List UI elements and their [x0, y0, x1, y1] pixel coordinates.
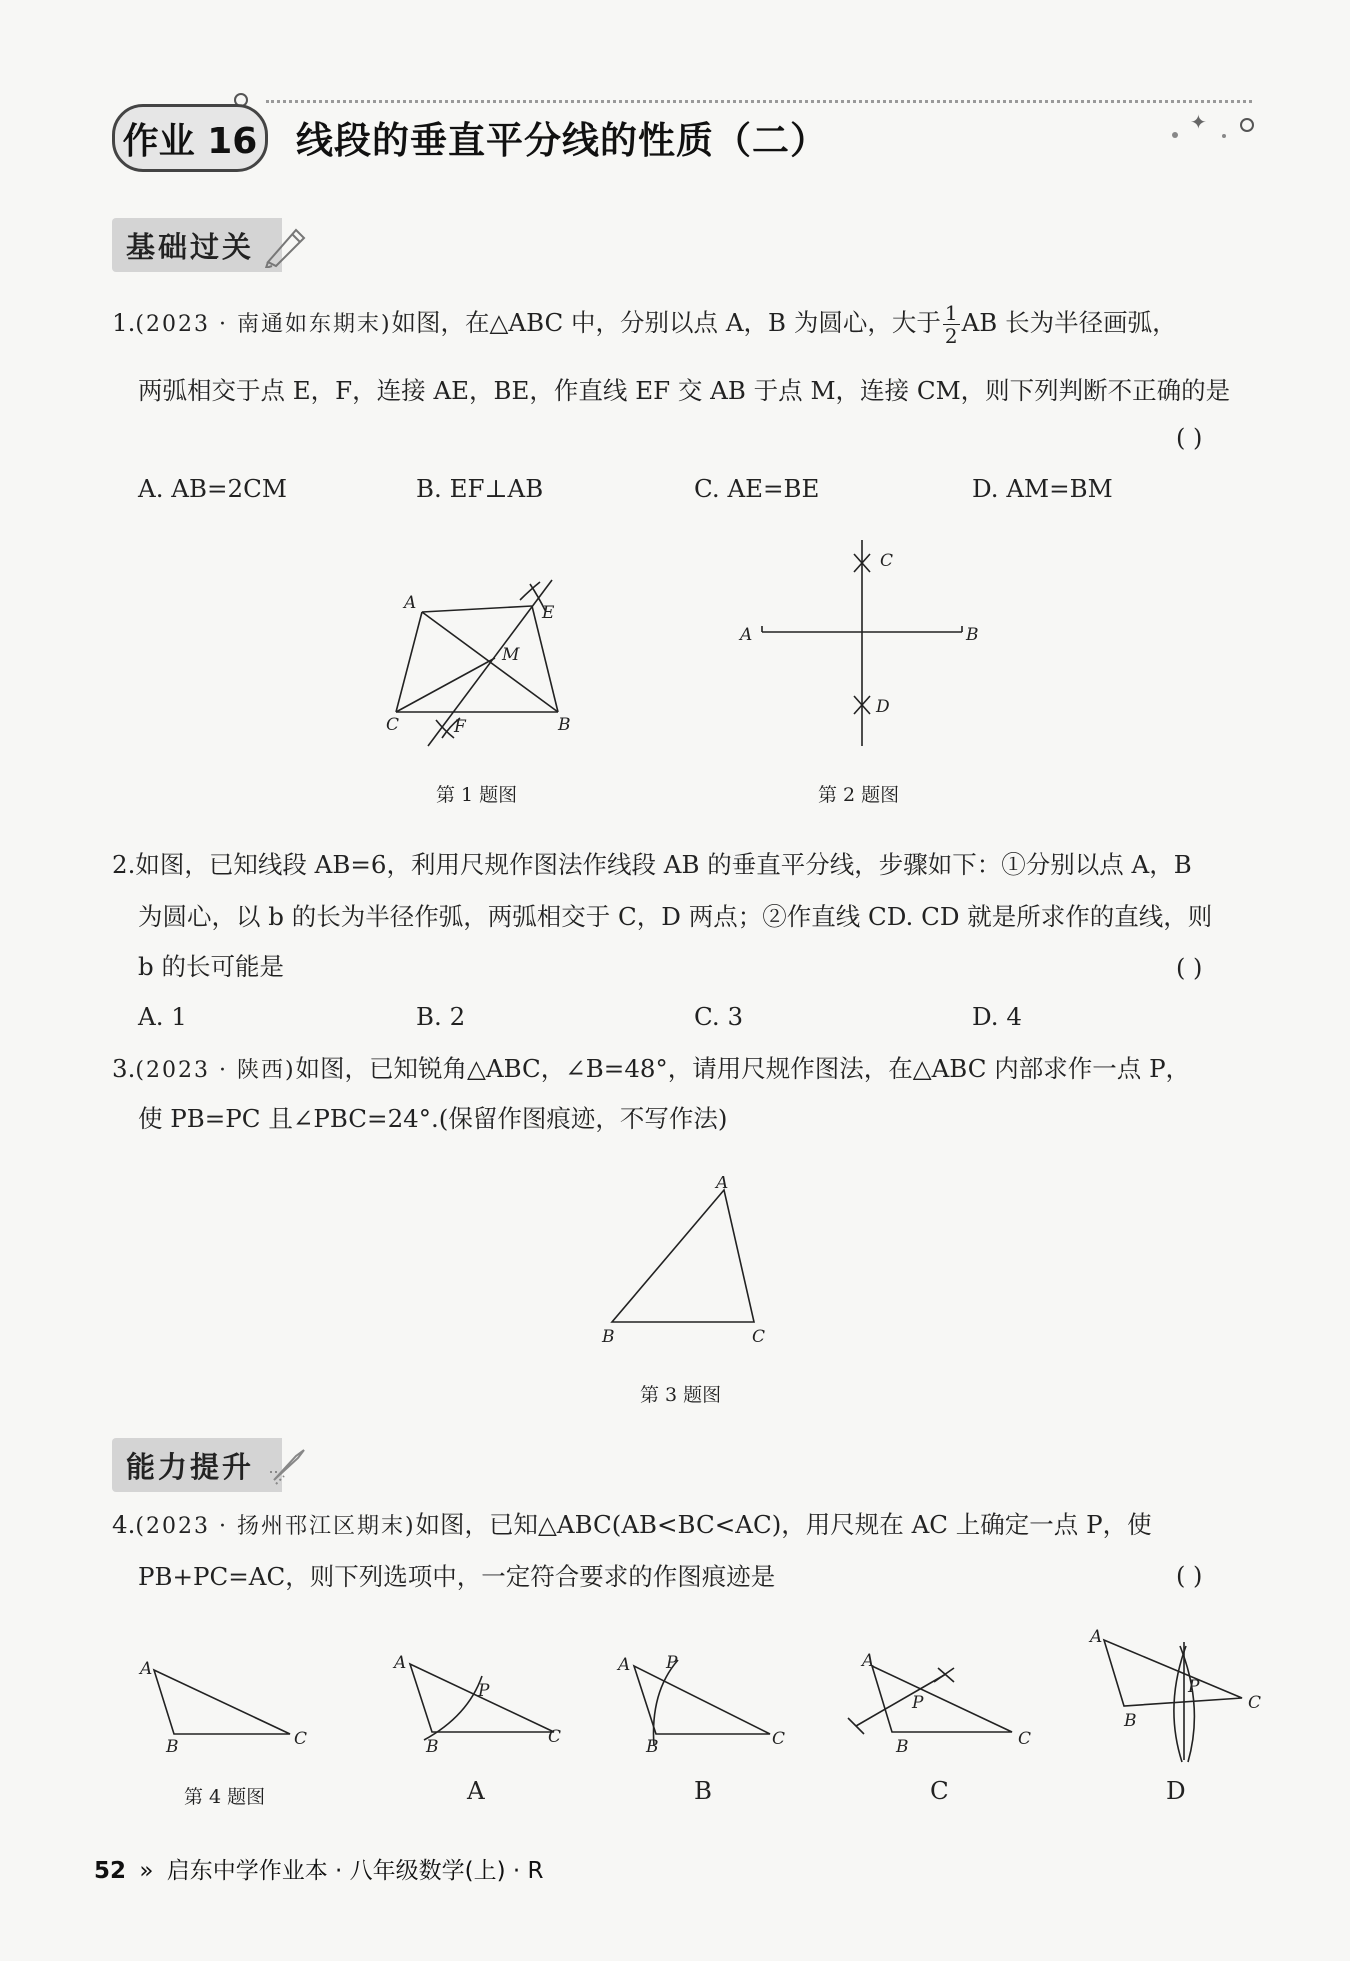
label-p: P: [912, 1693, 924, 1713]
label-c: C: [752, 1327, 766, 1346]
question-4-line2: PB+PC=AC，则下列选项中，一定符合要求的作图痕迹是: [138, 1562, 776, 1591]
question-number: 3.: [112, 1054, 136, 1083]
arc-1: [848, 1718, 864, 1734]
label-a: A: [618, 1655, 631, 1675]
option-a-label: A: [467, 1776, 485, 1805]
segment-ac: [396, 612, 422, 712]
triangle-abc: [154, 1670, 290, 1734]
dot-icon: [1172, 132, 1178, 138]
page-footer: [94, 1852, 544, 1885]
label-c: C: [294, 1729, 308, 1749]
label-c: C: [1248, 1693, 1262, 1713]
option-c: C. 3: [694, 1002, 744, 1031]
label-d: D: [876, 697, 890, 717]
label-b: B: [426, 1737, 439, 1757]
figure-3: [590, 1176, 790, 1346]
book-title: 启东中学作业本 · 八年级数学(上) · R: [166, 1858, 544, 1884]
option-b: B. EF⊥AB: [416, 474, 544, 503]
label-c: C: [880, 551, 894, 571]
option-c-label: C: [930, 1776, 949, 1805]
answer-bracket: ( ): [1176, 954, 1203, 982]
figure-4-caption: 第 4 题图: [184, 1786, 266, 1808]
figure-3-caption: 第 3 题图: [640, 1384, 722, 1406]
section-advanced-tab: [112, 1438, 282, 1492]
arc-right: [1180, 1646, 1194, 1762]
question-1-line2: 两弧相交于点 E，F，连接 AE，BE，作直线 EF 交 AB 于点 M，连接 CM，则下列判断不正确的是: [138, 376, 1231, 405]
segment-cm: [396, 658, 495, 712]
triangle-abc: [612, 1190, 754, 1322]
answer-bracket: ( ): [1176, 1562, 1203, 1590]
label-m: M: [502, 645, 520, 665]
triangle-abc: [1104, 1640, 1242, 1706]
sparkle-icon: ✦: [1190, 110, 1207, 134]
question-number: 4.: [112, 1510, 136, 1539]
option-a: A. 1: [138, 1002, 187, 1031]
section-basic-tab: [112, 218, 282, 272]
answer-bracket: ( ): [1176, 424, 1203, 452]
question-number: 2.: [112, 850, 136, 879]
figure-2-caption: 第 2 题图: [818, 784, 900, 806]
question-1: [112, 298, 1262, 350]
question-text: 如图，已知△ABC(AB<BC<AC)，用尺规在 AC 上确定一点 P，使: [415, 1510, 1152, 1539]
question-3-line2: 使 PB=PC 且∠PBC=24°.(保留作图痕迹，不写作法): [138, 1104, 728, 1133]
label-a: A: [394, 1653, 407, 1673]
fraction: [943, 302, 960, 347]
label-p: P: [478, 1681, 490, 1701]
question-number: 1.: [112, 308, 136, 337]
option-d-label: D: [1166, 1776, 1186, 1805]
question-2-line2: 为圆心，以 b 的长为半径作弧，两弧相交于 C，D 两点；②作直线 CD. CD 就是所求作的直线，则: [138, 902, 1213, 931]
fraction-denominator: 2: [944, 324, 958, 348]
question-text: AB 长为半径画弧，: [961, 308, 1177, 337]
label-c: C: [386, 715, 400, 735]
label-b: B: [1124, 1711, 1137, 1731]
figure-4-option-b: [610, 1652, 800, 1762]
label-a: A: [862, 1652, 875, 1671]
figure-4-option-d: [1084, 1626, 1274, 1766]
option-b: B. 2: [416, 1002, 466, 1031]
question-source: (2023 · 陕西): [135, 1058, 296, 1083]
option-c: C. AE=BE: [694, 474, 820, 503]
label-e: E: [542, 603, 555, 623]
figure-4-option-c: [842, 1652, 1042, 1762]
label-p: P: [1188, 1677, 1200, 1697]
label-a: A: [404, 593, 417, 613]
option-b-label: B: [694, 1776, 713, 1805]
label-b: B: [896, 1737, 909, 1757]
question-2: [112, 840, 1262, 890]
label-b: B: [166, 1737, 179, 1754]
option-d: D. 4: [972, 1002, 1022, 1031]
label-a: A: [140, 1659, 153, 1679]
section-basic-label: 基础过关: [126, 229, 255, 264]
rocket-icon: [266, 1442, 312, 1488]
figure-4: [134, 1654, 314, 1754]
question-source: (2023 · 南通如东期末): [135, 312, 392, 337]
label-c: C: [772, 1729, 786, 1749]
perpendicular-bisector: [856, 1674, 946, 1726]
pencil-icon: [262, 222, 308, 268]
arc: [424, 1676, 482, 1740]
header-dotted-line: [266, 100, 1252, 103]
page-title: 线段的垂直平分线的性质（二）: [296, 119, 828, 162]
label-b: B: [602, 1327, 615, 1346]
page-number: 52: [94, 1858, 127, 1884]
dot-icon: [1222, 134, 1226, 138]
label-b: B: [646, 1737, 659, 1757]
question-2-line3: b 的长可能是: [138, 952, 284, 981]
header-ring-icon: [1240, 118, 1254, 132]
label-a: A: [740, 625, 753, 645]
question-text: 如图，已知锐角△ABC，∠B=48°，请用尺规作图法，在△ABC 内部求作一点 P，: [295, 1054, 1191, 1083]
label-b: B: [966, 625, 979, 645]
label-a: A: [1090, 1627, 1103, 1647]
fraction-numerator: 1: [944, 301, 958, 325]
label-b: B: [558, 715, 571, 735]
figure-2: [730, 536, 990, 756]
line-ef: [428, 580, 552, 746]
option-d: D. AM=BM: [972, 474, 1113, 503]
double-arrow-icon: »: [139, 1858, 154, 1884]
label-f: F: [454, 717, 466, 737]
label-p: P: [666, 1653, 678, 1673]
label-c: C: [1018, 1729, 1032, 1749]
segment-ab-top: [422, 606, 532, 612]
question-4: [112, 1500, 1262, 1552]
label-a: A: [716, 1176, 729, 1193]
figure-4-option-a: [384, 1650, 584, 1760]
figure-1: [380, 570, 600, 750]
question-source: (2023 · 扬州邗江区期末): [135, 1514, 416, 1539]
option-a: A. AB=2CM: [138, 474, 287, 503]
question-3: [112, 1044, 1262, 1096]
label-c: C: [548, 1727, 562, 1747]
question-text: 如图，已知线段 AB=6，利用尺规作图法作线段 AB 的垂直平分线，步骤如下：①分别以点 A，B: [135, 850, 1192, 879]
section-advanced-label: 能力提升: [126, 1449, 255, 1484]
homework-badge: 作业 16: [112, 104, 268, 172]
figure-1-caption: 第 1 题图: [436, 784, 518, 806]
question-text: 如图，在△ABC 中，分别以点 A，B 为圆心，大于: [391, 308, 941, 337]
